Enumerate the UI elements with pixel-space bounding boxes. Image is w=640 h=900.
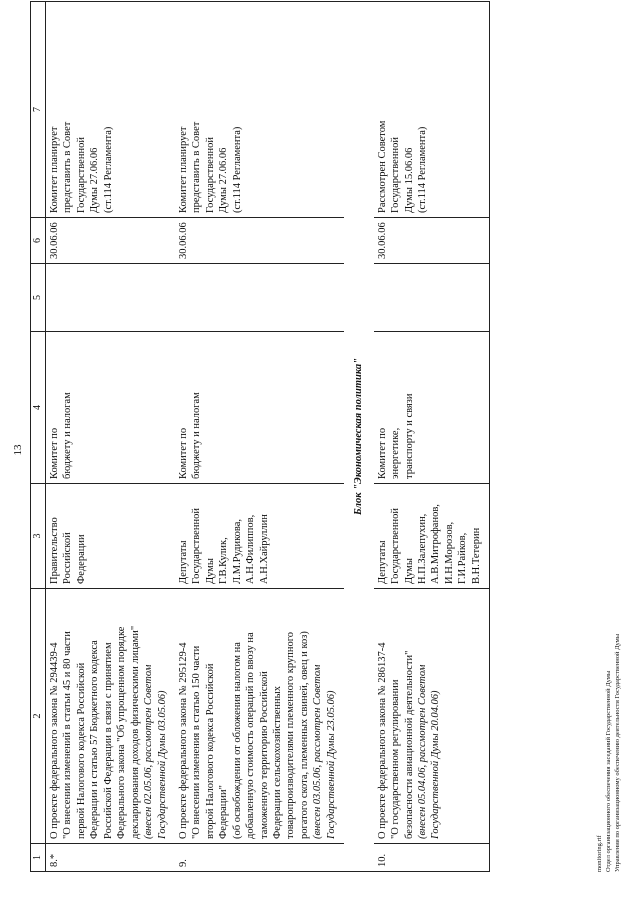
initiator-line: В.Н.Тетерин bbox=[470, 527, 482, 584]
initiator-line: Российской bbox=[62, 532, 74, 584]
committee-line: Комитет по bbox=[376, 427, 388, 479]
initiator-line: Государственной bbox=[390, 508, 402, 584]
initiator-line: А.Н.Филиппов, bbox=[245, 514, 257, 584]
initiator-line: Федерации bbox=[75, 534, 87, 584]
initiator-line: А.В.Митрофанов, bbox=[430, 504, 442, 584]
bill-title-line: второй Налогового кодекса Российской bbox=[204, 663, 216, 839]
table-row bbox=[46, 2, 175, 872]
bill-title-line: декларирования доходов физическими лицами" bbox=[129, 625, 141, 839]
bill-title-line: Федерации сельскохозяйственных bbox=[272, 686, 283, 839]
bill-note-line: Государственной Думы 03.05.06) bbox=[156, 690, 168, 839]
status-line: (ст.114 Регламента) bbox=[231, 126, 243, 213]
bill-note-line: Государственной Думы 23.05.06) bbox=[325, 690, 337, 839]
initiator-line: Л.М.Рудикова, bbox=[231, 518, 243, 584]
bill-title-line: первой Налогового кодекса Российской bbox=[75, 662, 87, 839]
status-line: Рассмотрен Советом bbox=[376, 120, 388, 213]
column-header: 5 bbox=[31, 264, 46, 332]
bill-note-line: (внесен 03.05.06, рассмотрен Советом bbox=[312, 664, 324, 839]
footer bbox=[596, 634, 622, 872]
status-line: Государственной bbox=[75, 137, 87, 213]
status-line: представить в Совет bbox=[62, 121, 74, 213]
committee bbox=[46, 332, 175, 484]
bill-title-line: О проекте федерального закона № 295129-4 bbox=[177, 642, 189, 839]
table-header-row bbox=[31, 2, 46, 872]
item-number: 8.* bbox=[46, 844, 175, 872]
date-cell: 30.06.06 bbox=[46, 218, 175, 264]
bill-title-line: таможенную территорию Российской bbox=[258, 671, 270, 839]
initiator-line: Правительство bbox=[49, 517, 60, 584]
table-row bbox=[175, 2, 344, 872]
status-line: Комитет планирует bbox=[177, 126, 189, 213]
date-cell: 30.06.06 bbox=[175, 218, 344, 264]
column-5-cell bbox=[46, 264, 175, 332]
table-body bbox=[46, 2, 490, 872]
status-line: (ст.114 Регламента) bbox=[416, 126, 428, 213]
committee bbox=[175, 332, 344, 484]
column-header: 2 bbox=[31, 589, 46, 844]
status-line: Государственной bbox=[204, 137, 216, 213]
initiator-line: Депутаты bbox=[376, 540, 388, 584]
page-number: 13 bbox=[12, 444, 24, 456]
bill-title-line: "О внесении изменения в статью 150 части bbox=[191, 645, 203, 839]
block-heading-row bbox=[344, 2, 373, 872]
committee bbox=[374, 332, 490, 484]
bill-title-line: безопасности авиационной деятельности" bbox=[403, 650, 415, 839]
bill-title-line: добавленную стоимость операций по ввозу на bbox=[245, 632, 257, 839]
bill-title-line: рогатого скота, племенных свиней, овец и коз) bbox=[298, 631, 310, 839]
status bbox=[175, 2, 344, 218]
initiator-line: Г.В.Кулик, bbox=[218, 537, 230, 584]
initiator bbox=[374, 484, 490, 589]
status-line: Думы 27.06.06 bbox=[218, 147, 230, 213]
block-heading: Блок "Экономическая политика" bbox=[344, 2, 373, 872]
column-5-cell bbox=[374, 264, 490, 332]
status bbox=[374, 2, 490, 218]
status-line: (ст.114 Регламента) bbox=[102, 126, 114, 213]
committee-line: Комитет по bbox=[49, 427, 60, 479]
committee-line: бюджету и налогам bbox=[191, 392, 203, 479]
committee-line: транспорту и связи bbox=[403, 393, 415, 479]
committee-line: Комитет по bbox=[177, 427, 189, 479]
bill-title-line: Федерального закона "Об упрощенном порядке bbox=[116, 626, 128, 839]
initiator-line: А.Н.Хайруллин bbox=[258, 514, 270, 584]
status bbox=[46, 2, 175, 218]
status-line: Думы 15.06.06 bbox=[403, 147, 415, 213]
status-line: Думы 27.06.06 bbox=[89, 147, 101, 213]
bill-title-line: Федерации и статью 57 Бюджетного кодекса bbox=[89, 640, 101, 839]
status-line: Комитет планирует bbox=[49, 126, 60, 213]
column-header: 1 bbox=[31, 844, 46, 872]
bill-note-line: (внесен 05.04.06, рассмотрен Советом bbox=[416, 664, 428, 839]
bill-title-line: (об освобождении от обложения налогом на bbox=[231, 642, 243, 839]
initiator-line: Депутаты bbox=[177, 540, 189, 584]
footer-line: Управления по организационному обеспечению деятельности Государственной Думы bbox=[613, 633, 621, 872]
initiator bbox=[46, 484, 175, 589]
bill-title bbox=[374, 589, 490, 844]
initiator-line: Думы bbox=[204, 558, 216, 584]
column-header: 6 bbox=[31, 218, 46, 264]
initiator-line: Думы bbox=[403, 558, 415, 584]
bill-title-line: О проекте федерального закона № 294439-4 bbox=[49, 642, 60, 839]
bill-title-line: Федерации" bbox=[218, 785, 230, 839]
column-header: 7 bbox=[31, 2, 46, 218]
initiator-line: Н.П.Залепухин, bbox=[416, 513, 428, 584]
status-line: Государственной bbox=[390, 137, 402, 213]
initiator-line: И.Н.Морозов, bbox=[443, 521, 455, 584]
table-row bbox=[374, 2, 490, 872]
bill-title bbox=[46, 589, 175, 844]
initiator bbox=[175, 484, 344, 589]
committee-line: бюджету и налогам bbox=[62, 392, 74, 479]
column-header: 3 bbox=[31, 484, 46, 589]
bill-title-line: "О государственном регулировании bbox=[390, 679, 402, 839]
column-header: 4 bbox=[31, 332, 46, 484]
bill-note-line: (внесен 02.05.06, рассмотрен Советом bbox=[143, 664, 155, 839]
bill-note-line: Государственной Думы 20.04.06) bbox=[430, 690, 442, 839]
bill-title-line: О проекте федерального закона № 286137-4 bbox=[376, 642, 388, 839]
bill-title-line: Российской Федерации в связи с принятием bbox=[102, 642, 114, 839]
footer-line: Отдел организационного обеспечения заседаний Государственной Думы bbox=[604, 670, 612, 872]
item-number: 9. bbox=[175, 844, 344, 872]
item-number: 10. bbox=[374, 844, 490, 872]
footer-line: monitoring.rtf bbox=[596, 835, 603, 872]
bills-table bbox=[30, 1, 490, 872]
initiator-line: Государственной bbox=[191, 508, 203, 584]
bill-title-line: товаропроизводителями племенного крупного bbox=[285, 631, 297, 839]
date-cell: 30.06.06 bbox=[374, 218, 490, 264]
column-5-cell bbox=[175, 264, 344, 332]
status-line: представить в Совет bbox=[191, 121, 203, 213]
bill-title-line: "О внесении изменений в статьи 45 и 80 части bbox=[62, 631, 74, 839]
bill-title bbox=[175, 589, 344, 844]
committee-line: энергетике, bbox=[390, 427, 402, 479]
initiator-line: Г.И.Райков, bbox=[457, 532, 469, 584]
